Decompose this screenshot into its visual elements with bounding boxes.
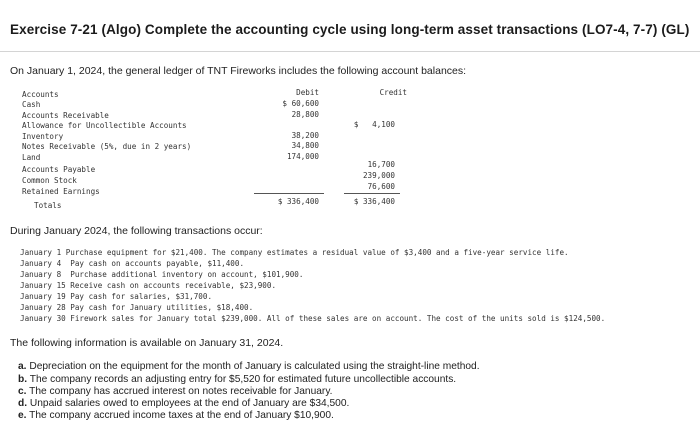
info-letter: c. — [18, 386, 27, 397]
ledger-account: Accounts Receivable — [22, 110, 109, 120]
ledger-credit: $ 4,100 — [353, 120, 395, 129]
title-divider — [0, 51, 700, 52]
header-accounts: Accounts — [22, 90, 59, 99]
ledger-credit: 16,700 — [367, 160, 395, 169]
ledger-account: Inventory — [22, 131, 64, 141]
ledger-debit: 28,800 — [291, 109, 319, 119]
transaction-line: January 19 Pay cash for salaries, $31,700. — [20, 292, 213, 301]
info-text: The company has accrued interest on notes receivable for January. — [29, 386, 333, 397]
info-text: Depreciation on the equipment for the month of January is calculated using the straight-line method. — [29, 361, 480, 372]
totals-credit: $ 336,400 — [353, 197, 395, 206]
transaction-line: January 28 Pay cash for January utilities, $18,400. — [20, 303, 254, 312]
info-letter: d. — [18, 398, 28, 409]
exercise-title: Exercise 7-21 (Algo) Complete the accounting cycle using long-term asset transactions (LO7-4, 7-7) (GL) — [10, 22, 690, 37]
totals-label: Totals — [34, 201, 62, 210]
info-item-e — [18, 410, 334, 421]
info-item-c — [18, 386, 333, 397]
ledger-debit: 174,000 — [286, 151, 319, 161]
ledger-account: Retained Earnings — [22, 187, 100, 196]
transaction-line: January 15 Receive cash on accounts receivable, $23,900. — [20, 281, 277, 290]
info-text: Unpaid salaries owed to employees at the end of January are $34,500. — [29, 398, 350, 409]
ledger-account: Notes Receivable (5%, due in 2 years) — [22, 142, 192, 151]
transactions-heading: During January 2024, the following transactions occur: — [10, 225, 263, 237]
transaction-line: January 8 Purchase additional inventory on account, $101,900. — [20, 270, 304, 279]
ledger-debit: $ 60,600 — [282, 99, 319, 108]
transaction-line: January 4 Pay cash on accounts payable, $11,400. — [20, 259, 245, 268]
transaction-line: January 30 Firework sales for January total $239,000. All of these sales are on account. The cost of the units sold is $124,500. — [20, 314, 606, 323]
ledger-account: Common Stock — [22, 176, 77, 185]
info-item-a — [18, 361, 480, 372]
header-credit: Credit — [379, 88, 407, 97]
ledger-account: Land — [22, 152, 41, 162]
following-heading: The following information is available on January 31, 2024. — [10, 337, 284, 349]
info-item-b — [18, 374, 456, 385]
credit-total-rule — [344, 193, 400, 194]
ledger-debit: 38,200 — [291, 130, 319, 140]
ledger-credit: 239,000 — [362, 171, 395, 180]
header-debit: Debit — [296, 88, 319, 97]
transaction-line: January 1 Purchase equipment for $21,400. The company estimates a residual value of $3,400 and a five-year service life. — [20, 248, 569, 257]
ledger-account: Accounts Payable — [22, 165, 96, 174]
info-letter: a. — [18, 361, 27, 372]
ledger-table — [22, 88, 412, 213]
debit-total-rule — [254, 193, 324, 194]
info-text: The company records an adjusting entry for $5,520 for estimated future uncollectible accounts. — [29, 374, 457, 385]
info-text: The company accrued income taxes at the end of January $10,900. — [29, 410, 334, 421]
ledger-credit: 76,600 — [367, 182, 395, 191]
ledger-account: Allowance for Uncollectible Accounts — [22, 121, 187, 130]
intro-text: On January 1, 2024, the general ledger of TNT Fireworks includes the following account balances: — [10, 65, 467, 77]
info-letter: e. — [18, 410, 27, 421]
totals-debit: $ 336,400 — [277, 197, 319, 206]
info-letter: b. — [18, 374, 28, 385]
ledger-debit: 34,800 — [291, 141, 319, 150]
info-item-d — [18, 398, 349, 409]
ledger-account: Cash — [22, 100, 41, 109]
